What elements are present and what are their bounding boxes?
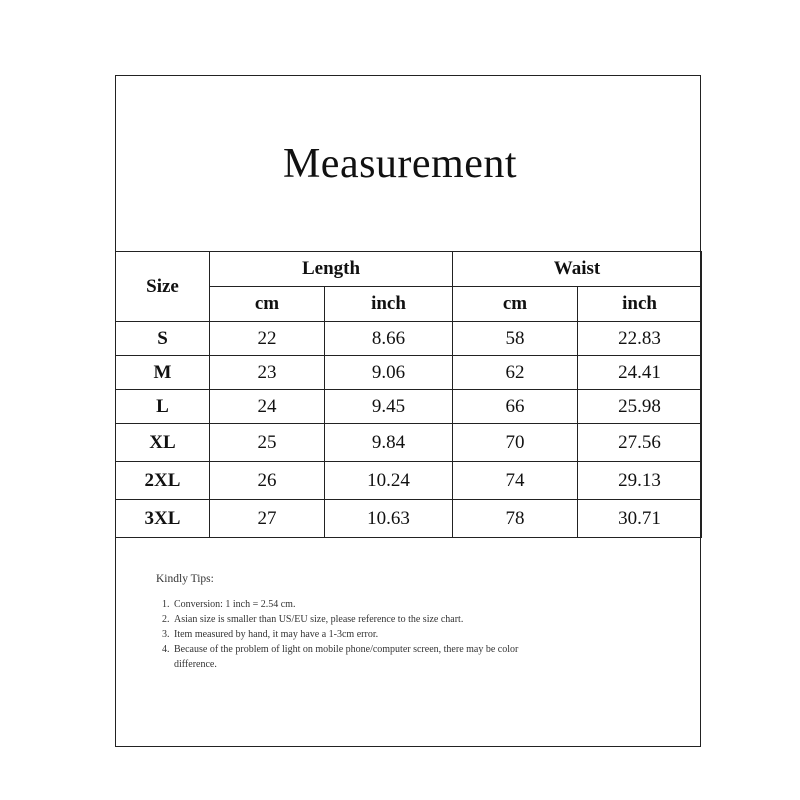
table-cell: 10.63 bbox=[325, 500, 453, 538]
table-cell: 9.84 bbox=[325, 424, 453, 462]
table-cell: 24.41 bbox=[578, 356, 702, 390]
table-cell: 25 bbox=[210, 424, 325, 462]
unit-header: cm bbox=[210, 287, 325, 322]
table-cell: 27.56 bbox=[578, 424, 702, 462]
unit-header: cm bbox=[453, 287, 578, 322]
table-row bbox=[116, 500, 702, 538]
table-cell: 10.24 bbox=[325, 462, 453, 500]
table-row bbox=[116, 424, 702, 462]
size-label: S bbox=[116, 322, 210, 356]
table-cell: 22.83 bbox=[578, 322, 702, 356]
table-cell: 70 bbox=[453, 424, 578, 462]
table-row bbox=[116, 322, 702, 356]
table-cell: 27 bbox=[210, 500, 325, 538]
unit-header: inch bbox=[578, 287, 702, 322]
size-label: 2XL bbox=[116, 462, 210, 500]
table-cell: 30.71 bbox=[578, 500, 702, 538]
size-label: M bbox=[116, 356, 210, 390]
table-cell: 29.13 bbox=[578, 462, 702, 500]
kindly-tips bbox=[156, 572, 524, 672]
tip-item: 2. Asian size is smaller than US/EU size, please reference to the size chart. bbox=[172, 612, 524, 627]
length-group-header: Length bbox=[210, 252, 453, 287]
table-cell: 8.66 bbox=[325, 322, 453, 356]
table-cell: 24 bbox=[210, 390, 325, 424]
page-title: Measurement bbox=[282, 141, 518, 187]
size-table bbox=[115, 251, 702, 538]
tips-heading: Kindly Tips: bbox=[156, 573, 214, 585]
table-cell: 26 bbox=[210, 462, 325, 500]
table-cell: 9.45 bbox=[325, 390, 453, 424]
table-row bbox=[116, 390, 702, 424]
size-label: L bbox=[116, 390, 210, 424]
size-label: 3XL bbox=[116, 500, 210, 538]
tip-item: 1. Conversion: 1 inch = 2.54 cm. bbox=[172, 597, 524, 612]
table-cell: 74 bbox=[453, 462, 578, 500]
table-cell: 66 bbox=[453, 390, 578, 424]
table-cell: 9.06 bbox=[325, 356, 453, 390]
table-cell: 62 bbox=[453, 356, 578, 390]
table-cell: 58 bbox=[453, 322, 578, 356]
tip-item: 4. Because of the problem of light on mobile phone/computer screen, there may be color difference. bbox=[172, 642, 524, 672]
table-cell: 23 bbox=[210, 356, 325, 390]
table-row bbox=[116, 462, 702, 500]
tips-list bbox=[156, 597, 524, 672]
tip-item: 3. Item measured by hand, it may have a 1-3cm error. bbox=[172, 627, 524, 642]
table-row bbox=[116, 356, 702, 390]
waist-group-header: Waist bbox=[453, 252, 702, 287]
size-column-header: Size bbox=[116, 252, 210, 322]
table-cell: 78 bbox=[453, 500, 578, 538]
table-cell: 22 bbox=[210, 322, 325, 356]
table-cell: 25.98 bbox=[578, 390, 702, 424]
unit-header: inch bbox=[325, 287, 453, 322]
size-label: XL bbox=[116, 424, 210, 462]
